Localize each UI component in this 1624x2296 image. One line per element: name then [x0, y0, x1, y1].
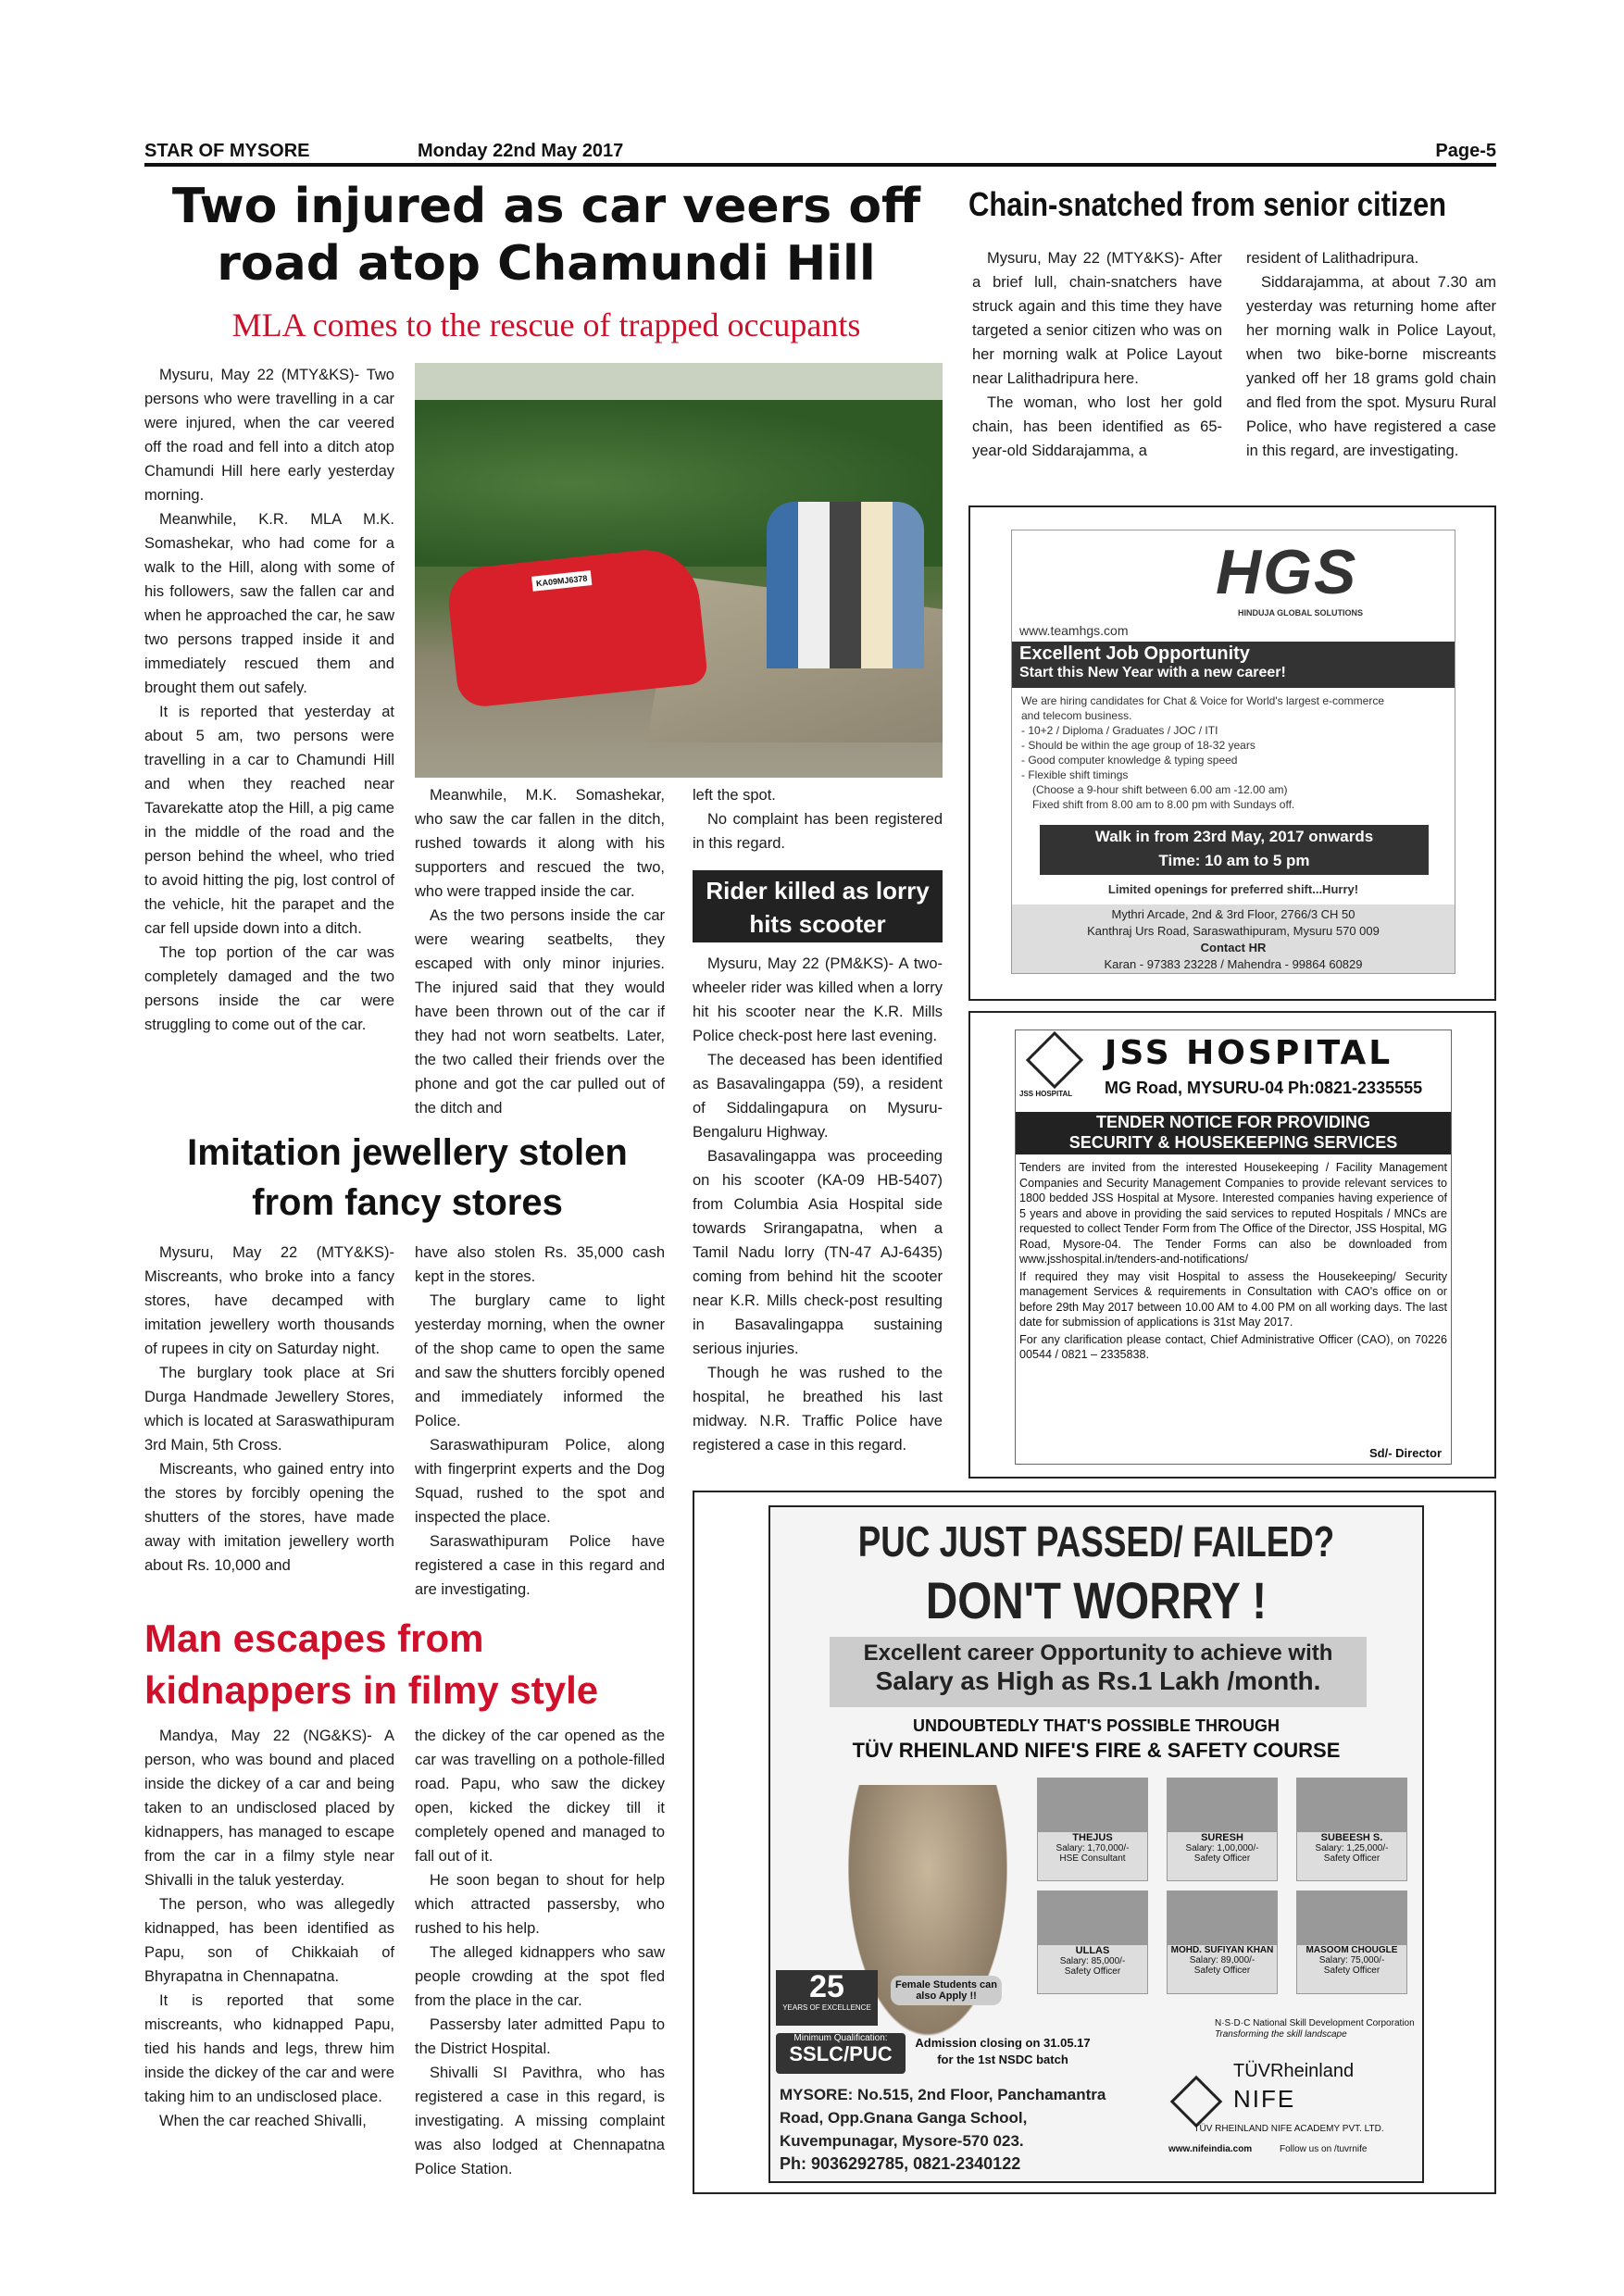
- story3-para: The burglary came to light yesterday morning, when the owner of the shop came to open the same and saw the shutters forcibly opened and immediately informed the Police.: [415, 1292, 665, 1429]
- story5-para: the dickey of the car opened as the car was travelling on a pothole-filled road. Papu, who saw the dickey open, kicked the dickey till it completely opened and managed to fall out of it.: [415, 1728, 665, 1865]
- story5-para: Mandya, May 22 (NG&KS)- A person, who was bound and placed inside the dickey of a car and being taken to an undisclosed placed by kidnappers, has managed to escape from the car in a filmy style near Shivalli in the taluk yesterday.: [144, 1728, 394, 1889]
- hgs-line: Fixed shift from 8.00 am to 8.00 pm with Sundays off.: [1032, 798, 1295, 811]
- story3-headline: [139, 1128, 676, 1228]
- hgs-line: (Choose a 9-hour shift between 6.00 am -12.00 am): [1032, 783, 1288, 796]
- story5-headline-line1: Man escapes from: [144, 1616, 484, 1660]
- alumni-card: [1037, 1890, 1148, 1994]
- nife-h5: TÜV RHEINLAND NIFE'S FIRE & SAFETY COURSE: [852, 1739, 1341, 1762]
- overturned-car: [445, 544, 708, 708]
- alumni-role: HSE Consultant: [1059, 1853, 1126, 1864]
- alumni-photo: [1297, 1778, 1406, 1832]
- alumni-salary: Salary: 75,000/-: [1318, 1955, 1385, 1965]
- nife-academy: TÜV RHEINLAND NIFE ACADEMY PVT. LTD.: [1193, 2124, 1384, 2134]
- jss-para2: If required they may visit Hospital to assess the Housekeeping/ Security management Services & requirements in Consultation with CAO's office on or before 29th May 2017 between 10.00 AM to 4.00 PM on all working days. The last date for submission of applications is 31st May 2017.: [1019, 1269, 1447, 1329]
- alumni-photo: [1038, 1778, 1147, 1832]
- alumni-salary: Salary: 1,00,000/-: [1185, 1843, 1259, 1853]
- story1-para: left the spot.: [693, 787, 776, 804]
- story2-para: resident of Lalithadripura.: [1246, 250, 1419, 267]
- story4-para: The deceased has been identified as Basavalingappa (59), a resident of Siddalingapura on Mysuru-Bengaluru Highway.: [693, 1052, 943, 1141]
- story4-body: [693, 952, 943, 1457]
- nife-inner: [768, 1505, 1424, 2183]
- nife-minq: Minimum Qualification:: [793, 2033, 888, 2043]
- nife-salary-box: [830, 1637, 1367, 1707]
- story3-para: Saraswathipuram Police, along with fingerprint experts and the Dog Squad, rushed to the spot and inspected the place.: [415, 1437, 665, 1526]
- alumni-grid: [1028, 1778, 1417, 2000]
- hgs-phones: Karan - 97383 23228 / Mahendra - 99864 60829: [1104, 957, 1363, 971]
- story3-headline-line2: from fancy stores: [252, 1182, 563, 1223]
- jss-title: JSS HOSPITAL: [1105, 1034, 1393, 1072]
- hgs-limited: Limited openings for preferred shift...Hurry!: [1107, 882, 1359, 896]
- story2-para: Mysuru, May 22 (MTY&KS)- After a brief lull, chain-snatchers have struck again and this time they have targeted a senior citizen who was on her morning walk at Police Layout near Lalithadripura here.: [972, 250, 1222, 387]
- story1-para: No complaint has been registered in this regard.: [693, 811, 943, 852]
- jss-logo-icon: [1026, 1031, 1083, 1089]
- alumni-name: SUBEESH S.: [1320, 1832, 1383, 1843]
- alumni-name: THEJUS: [1072, 1832, 1113, 1843]
- story1-headline-line2: road atop Chamundi Hill: [217, 236, 876, 292]
- paper-name: STAR OF MYSORE: [144, 141, 310, 161]
- alumni-card: [1167, 1778, 1278, 1881]
- story3-headline-line1: Imitation jewellery stolen: [187, 1132, 628, 1173]
- nife-minq-val: SSLC/PUC: [789, 2042, 893, 2065]
- story4-para: Basavalingappa was proceeding on his scooter (KA-09 HB-5407) from Columbia Asia Hospital side towards Srirangapatna, when a Tamil Nadu lorry (TN-47 AJ-6435) coming from behind hit the scooter near K.R. Mills check-post resulting in Basavalingappa sustaining serious injuries.: [693, 1148, 943, 1357]
- alumni-photo: [1168, 1891, 1277, 1945]
- issue-date: Monday 22nd May 2017: [418, 141, 624, 161]
- jss-notice2: SECURITY & HOUSEKEEPING SERVICES: [1068, 1133, 1398, 1152]
- hgs-line: - 10+2 / Diploma / Graduates / JOC / ITI: [1021, 724, 1218, 737]
- hgs-walkin2: Time: 10 am to 5 pm: [1158, 852, 1310, 869]
- nife-admission1: Admission closing on 31.05.17: [915, 2036, 1091, 2050]
- alumni-photo: [1297, 1891, 1406, 1945]
- alumni-role: Safety Officer: [1193, 1965, 1251, 1976]
- story1-headline-line1: Two injured as car veers off: [171, 179, 921, 234]
- story2-col1: [972, 246, 1222, 463]
- story4-headline-line1: Rider killed as lorry: [706, 877, 930, 905]
- accident-photo: [415, 363, 943, 778]
- page-number: Page-5: [1435, 141, 1496, 161]
- story3-para: The burglary took place at Sri Durga Handmade Jewellery Stores, which is located at Saraswathipuram 3rd Main, 5th Cross.: [144, 1365, 394, 1454]
- nife-h1: PUC JUST PASSED/ FAILED?: [857, 1517, 1335, 1566]
- story5-para: Passersby later admitted Papu to the District Hospital.: [415, 2016, 665, 2057]
- hgs-banner: [1012, 642, 1455, 688]
- story1-para: Meanwhile, M.K. Somashekar, who saw the car fallen in the ditch, rushed towards it along with his supporters and rescued the two, who were trapped inside the car.: [415, 787, 665, 900]
- nife-addr1: MYSORE: No.515, 2nd Floor, Panchamantra: [780, 2086, 1106, 2103]
- hgs-lines: [1021, 693, 1447, 812]
- nife-web: www.nifeindia.com: [1168, 2144, 1253, 2154]
- nife-ad: [693, 1491, 1496, 2194]
- nife-h4: UNDOUBTEDLY THAT'S POSSIBLE THROUGH: [913, 1716, 1280, 1735]
- nsdc-tag: Transforming the skill landscape: [1215, 2029, 1347, 2040]
- story1-para: It is reported that yesterday at about 5 am, two persons were travelling in a car to Chamundi Hill and when they reached near Tavarekatte atop the Hill, a pig came in the middle of the road and the person behind the wheel, who tried to avoid hitting the pig, lost control of the vehicle, hit the parapet and the car fell upside down into a ditch.: [144, 704, 394, 937]
- nife-follow: Follow us on /tuvrnife: [1280, 2144, 1368, 2154]
- alumni-salary: Salary: 85,000/-: [1059, 1956, 1126, 1966]
- story5-para: The person, who was allegedly kidnapped, has been identified as Papu, son of Chikkaiah of Bhyrapatna in Chennapatna.: [144, 1896, 394, 1985]
- nife-admission2: for the 1st NSDC batch: [937, 2053, 1068, 2066]
- story1-subhead: MLA comes to the rescue of trapped occupants: [231, 306, 861, 343]
- story5-para: Shivalli SI Pavithra, who has registered a case in this regard, is investigating. A missing complaint was also lodged at Chennapatna Police Station.: [415, 2065, 665, 2177]
- hgs-address2: Kanthraj Urs Road, Saraswathipuram, Mysuru 570 009: [1087, 924, 1380, 938]
- alumni-role: Safety Officer: [1064, 1966, 1121, 1977]
- hgs-contact: Contact HR: [1200, 941, 1267, 955]
- masthead: [144, 139, 1496, 167]
- nife-female: Female Students can also Apply !!: [891, 1976, 1002, 2005]
- jss-inner: [1015, 1029, 1452, 1465]
- story3-para: Mysuru, May 22 (MTY&KS)- Miscreants, who broke into a fancy stores, have decamped with imitation jewellery worth thousands of rupees in city on Saturday night.: [144, 1244, 394, 1357]
- hgs-line: - Flexible shift timings: [1021, 768, 1129, 781]
- hgs-line: and telecom business.: [1021, 709, 1132, 722]
- story5-para: The alleged kidnappers who saw people crowding at the spot fled from the place in the car.: [415, 1944, 665, 2009]
- story5-headline-line2: kidnappers in filmy style: [144, 1668, 599, 1712]
- story3-para: Miscreants, who gained entry into the stores by forcibly opening the shutters of the stores, have made away with imitation jewellery worth about Rs. 10,000 and: [144, 1461, 394, 1574]
- alumni-name: SURESH: [1201, 1832, 1243, 1843]
- hgs-logo: HGS: [1216, 537, 1358, 607]
- story1-col2: [415, 783, 665, 1120]
- hgs-address1: Mythri Arcade, 2nd & 3rd Floor, 2766/3 CH 50: [1111, 907, 1355, 921]
- jss-notice1: TENDER NOTICE FOR PROVIDING: [1095, 1113, 1370, 1131]
- nife-years: 25: [809, 1969, 844, 2004]
- story1-col1: [144, 363, 394, 1037]
- alumni-role: Safety Officer: [1323, 1965, 1380, 1976]
- alumni-name: ULLAS: [1075, 1945, 1110, 1956]
- story3-para: Saraswathipuram Police have registered a case in this regard and are investigating.: [415, 1533, 665, 1598]
- jss-logo-caption: JSS HOSPITAL: [1019, 1090, 1073, 1098]
- story1-para: The top portion of the car was completely damaged and the two persons inside the car were struggling to come out of the car.: [144, 944, 394, 1033]
- hgs-banner1: Excellent Job Opportunity: [1019, 643, 1250, 664]
- story4-para: Though he was rushed to the hospital, he breathed his last midway. N.R. Traffic Police have registered a case in this regard.: [693, 1365, 943, 1454]
- jss-para3: For any clarification please contact, Chief Administrative Officer (CAO), on 70226 00544 / 0821 – 2335838.: [1019, 1332, 1447, 1361]
- hgs-banner2: Start this New Year with a new career!: [1019, 665, 1286, 680]
- story4-headline-box: [693, 870, 943, 942]
- jss-ad: [968, 1011, 1496, 1479]
- alumni-card: [1296, 1778, 1407, 1881]
- hgs-walkin1: Walk in from 23rd May, 2017 onwards: [1094, 828, 1374, 845]
- story2-headline: Chain-snatched from senior citizen: [968, 185, 1447, 223]
- nife-address: [780, 2083, 1150, 2176]
- story4-headline-line2: hits scooter: [749, 910, 886, 938]
- jss-notice: [1016, 1112, 1451, 1154]
- hgs-logo-sub: HINDUJA GLOBAL SOLUTIONS: [1238, 608, 1364, 618]
- alumni-card: [1167, 1890, 1278, 1994]
- nife-phone: Ph: 9036292785, 0821-2340122: [780, 2154, 1021, 2173]
- nife-years-label: YEARS OF EXCELLENCE: [782, 2003, 871, 2012]
- alumni-role: Safety Officer: [1323, 1853, 1380, 1864]
- jss-sign: Sd/- Director: [1368, 1446, 1442, 1460]
- nife-h3b: Salary as High as Rs.1 Lakh /month.: [875, 1666, 1321, 1695]
- alumni-salary: Salary: 89,000/-: [1189, 1955, 1255, 1965]
- alumni-card: [1296, 1890, 1407, 1994]
- nife-nife: NIFE: [1233, 2085, 1296, 2113]
- nife-admission: [915, 2035, 1091, 2068]
- story1-headline: [139, 178, 954, 293]
- jss-para1: Tenders are invited from the interested Housekeeping / Facility Management Companies and Security Management Companies to provide relevant services to 1800 bedded JSS Hospital at Mysore. Interested companies having experience of 5 years and above in providing the said services to reputed Hospitals / MNCs are requested to collect Tender Form from The Office of the Director, JSS Hospital, MG Road, Mysore-04. The Tender Forms can also be downloaded from www.jsshospital.in/tenders-and-notifications/: [1019, 1161, 1447, 1266]
- hgs-line: - Good computer knowledge & typing speed: [1021, 754, 1238, 767]
- story3-para: have also stolen Rs. 35,000 cash kept in the stores.: [415, 1244, 665, 1285]
- nife-minq-box: [776, 2033, 906, 2074]
- nife-addr2: Road, Opp.Gnana Ganga School,: [780, 2109, 1028, 2127]
- nife-25-badge: [776, 1970, 878, 2026]
- nife-h3a: Excellent career Opportunity to achieve with: [863, 1641, 1333, 1666]
- hgs-line: We are hiring candidates for Chat & Voice for World's largest e-commerce: [1021, 694, 1385, 707]
- jss-address: MG Road, MYSURU-04 Ph:0821-2335555: [1105, 1079, 1423, 1097]
- bystanders: [767, 502, 924, 668]
- story2-col2: [1246, 246, 1496, 463]
- nsdc-name: N·S·D·C National Skill Development Corporation: [1215, 2018, 1415, 2028]
- story1-col3: [693, 783, 943, 855]
- nife-nsdc: [1215, 2018, 1418, 2040]
- nife-tuv: TÜVRheinland: [1233, 2061, 1355, 2081]
- story5-para: It is reported that some miscreants, who kidnapped Papu, tied his hands and legs, threw him inside the dickey of the car and were taking him to an undisclosed place.: [144, 1992, 394, 2105]
- alumni-salary: Salary: 1,70,000/-: [1056, 1843, 1130, 1853]
- alumni-name: MASOOM CHOUGLE: [1305, 1945, 1398, 1955]
- story2-para: The woman, who lost her gold chain, has been identified as 65-year-old Siddarajamma, a: [972, 394, 1222, 459]
- tuv-logo-icon: [1170, 2076, 1223, 2128]
- alumni-photo: [1168, 1778, 1277, 1832]
- story2-para: Siddarajamma, at about 7.30 am yesterday was returning home after her morning walk in Police Layout, when two bike-borne miscreants yanked off her 18 grams gold chain and fled from the spot. Mysuru Rural Police, who have registered a case in this regard, are investigating.: [1246, 274, 1496, 459]
- hgs-walkin: [1040, 825, 1429, 875]
- hgs-ad: [968, 505, 1496, 1001]
- story3-col2: [415, 1241, 665, 1602]
- story3-col1: [144, 1241, 394, 1578]
- story4-para: Mysuru, May 22 (PM&KS)- A two-wheeler rider was killed when a lorry hit his scooter near the K.R. Mills Police check-post here last evening.: [693, 955, 943, 1044]
- license-plate: KA09MJ6378: [531, 570, 592, 592]
- alumni-photo: [1038, 1891, 1147, 1945]
- hgs-url: www.teamhgs.com: [1019, 623, 1129, 638]
- alumni-salary: Salary: 1,25,000/-: [1315, 1843, 1389, 1853]
- hgs-footer: [1012, 905, 1455, 973]
- story5-col1: [144, 1724, 394, 2133]
- story5-headline: [144, 1613, 681, 1716]
- story1-para: Meanwhile, K.R. MLA M.K. Somashekar, who had come for a walk to the Hill, along with some of his followers, saw the fallen car and when he approached the car, he saw two persons trapped inside it and immediately rescued them and brought them out safely.: [144, 511, 394, 696]
- hgs-inner: [1011, 530, 1455, 974]
- story5-col2: [415, 1724, 665, 2181]
- story1-para: Mysuru, May 22 (MTY&KS)- Two persons who were travelling in a car were injured, when the car veered off the road and fell into a ditch atop Chamundi Hill here early yesterday morning.: [144, 367, 394, 504]
- nife-addr3: Kuvempunagar, Mysore-570 023.: [780, 2132, 1024, 2150]
- alumni-name: MOHD. SUFIYAN KHAN: [1170, 1945, 1274, 1955]
- alumni-role: Safety Officer: [1193, 1853, 1251, 1864]
- nife-h2: DON'T WORRY !: [925, 1571, 1268, 1629]
- hgs-line: - Should be within the age group of 18-32 years: [1021, 739, 1255, 752]
- alumni-card: [1037, 1778, 1148, 1881]
- story1-para: As the two persons inside the car were wearing seatbelts, they escaped with only minor injuries. The injured said that they would have been thrown out of the car if they had not worn seatbelts. Later, the two called their friends over the phone and got the car pulled out of the ditch and: [415, 907, 665, 1117]
- jss-body: [1019, 1160, 1447, 1363]
- story5-para: He soon began to shout for help which attracted passersby, who rushed to his help.: [415, 1872, 665, 1937]
- story5-para: When the car reached Shivalli,: [159, 2113, 367, 2129]
